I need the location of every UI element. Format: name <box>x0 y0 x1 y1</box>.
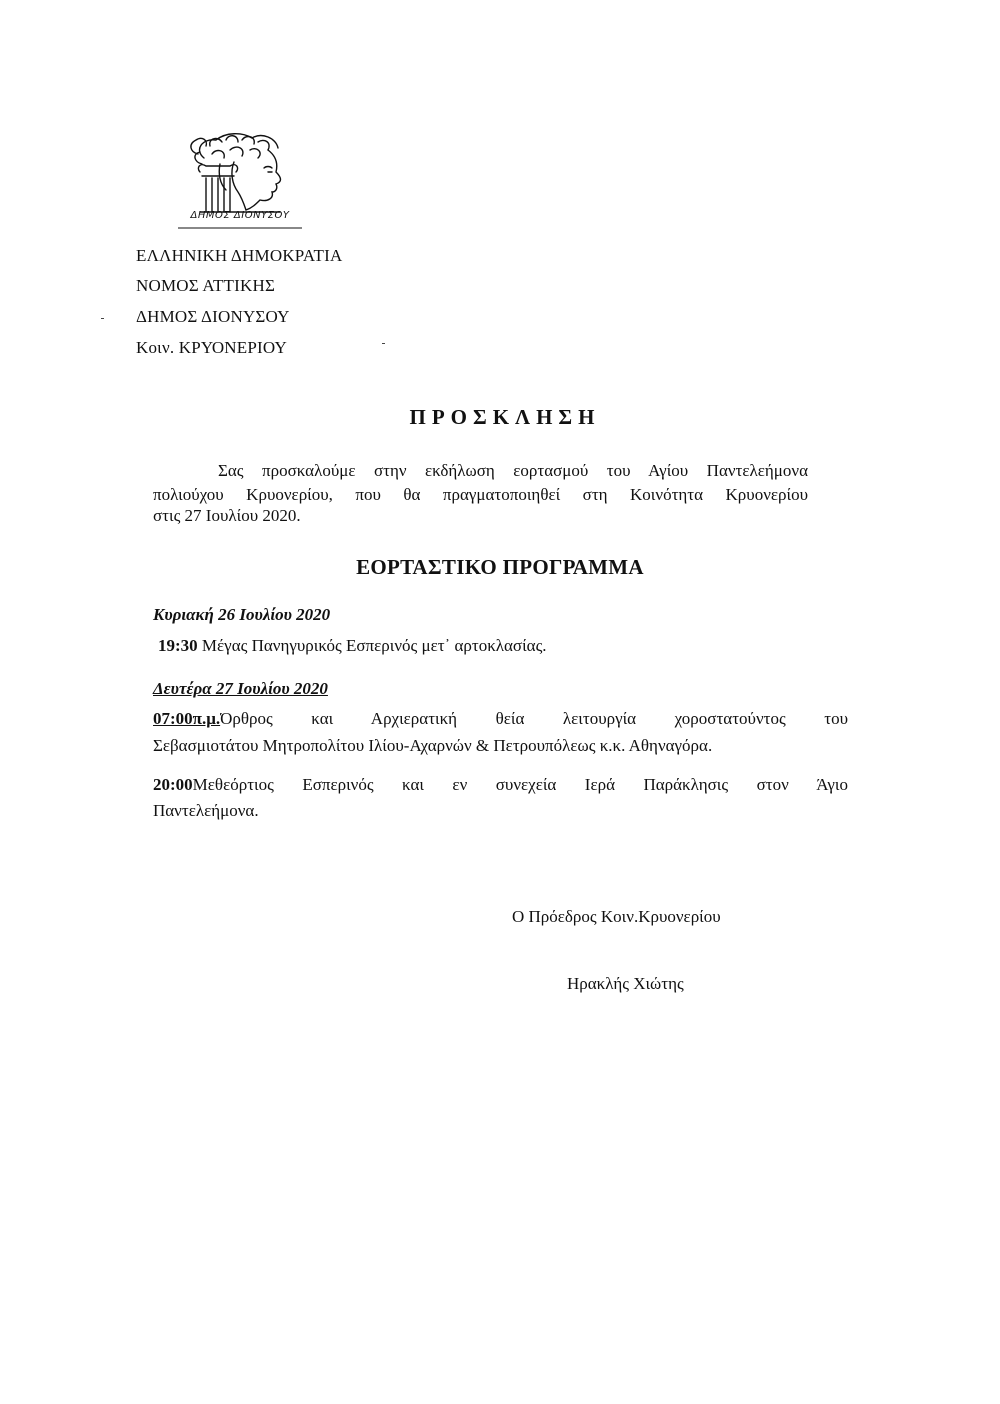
intro-line-3: στις 27 Ιουλίου 2020. <box>153 506 301 525</box>
letterhead-line-prefecture: ΝΟΜΟΣ ΑΤΤΙΚΗΣ <box>136 276 276 295</box>
letterhead-line-community: Κοιν. ΚΡΥΟΝΕΡΙΟΥ <box>136 338 287 357</box>
day-2-event-1-text: Όρθρος και Αρχιερατική θεία λειτουργία χοροστατούντος του <box>220 709 848 728</box>
day-2-date: Δευτέρα 27 Ιουλίου 2020 <box>153 679 328 698</box>
day-2-event-1-line-1 <box>153 707 848 730</box>
program-heading: ΕΟΡΤΑΣΤΙΚΟ ΠΡΟΓΡΑΜΜΑ <box>356 555 644 579</box>
letterhead-line-republic: ΕΛΛΗΝΙΚΗ ΔΗΜΟΚΡΑΤΙΑ <box>136 246 343 265</box>
signature-role: Ο Πρόεδρος Κοιν.Κρυονερίου <box>512 907 721 926</box>
intro-line-2: πολιούχου Κρυονερίου, που θα πραγματοποιηθεί στη Κοινότητα Κρυονερίου <box>153 485 808 504</box>
day-2-event-2-time: 20:00 <box>153 775 193 794</box>
day-2-event-1-time: 07:00π.μ. <box>153 709 221 728</box>
day-1-event-text: Μέγας Πανηγυρικός Εσπερινός μετ᾽ αρτοκλασίας. <box>197 636 547 655</box>
day-1-event <box>158 634 547 657</box>
scan-speck <box>101 318 104 319</box>
signature-name: Ηρακλής Χιώτης <box>567 974 684 993</box>
day-1-date: Κυριακή 26 Ιουλίου 2020 <box>153 605 331 624</box>
municipality-logo <box>172 128 308 232</box>
logo-caption: ΔΗΜΟΣ ΔΙΟΝΥΣΟΥ <box>190 210 290 221</box>
day-2-event-2-text: Μεθεόρτιος Εσπερινός και εν συνεχεία Ιερά Παράκλησις στον Άγιο <box>192 775 848 794</box>
intro-line-1: Σας προσκαλούμε στην εκδήλωση εορτασμού του Αγίου Παντελεήμονα <box>218 461 808 480</box>
day-2-event-2-line-1 <box>153 773 848 796</box>
day-1-event-time: 19:30 <box>158 636 198 655</box>
document-title: ΠΡΟΣΚΛΗΣΗ <box>409 405 601 429</box>
day-2-event-1-line-2: Σεβασμιοτάτου Μητροπολίτου Ιλίου-Αχαρνών & Πετρουπόλεως κ.κ. Αθηναγόρα. <box>153 736 713 755</box>
day-2-event-2-line-2: Παντελεήμονα. <box>153 801 259 820</box>
letterhead-line-municipality: ΔΗΜΟΣ ΔΙΟΝΥΣΟΥ <box>136 307 290 326</box>
scan-speck <box>382 343 385 344</box>
